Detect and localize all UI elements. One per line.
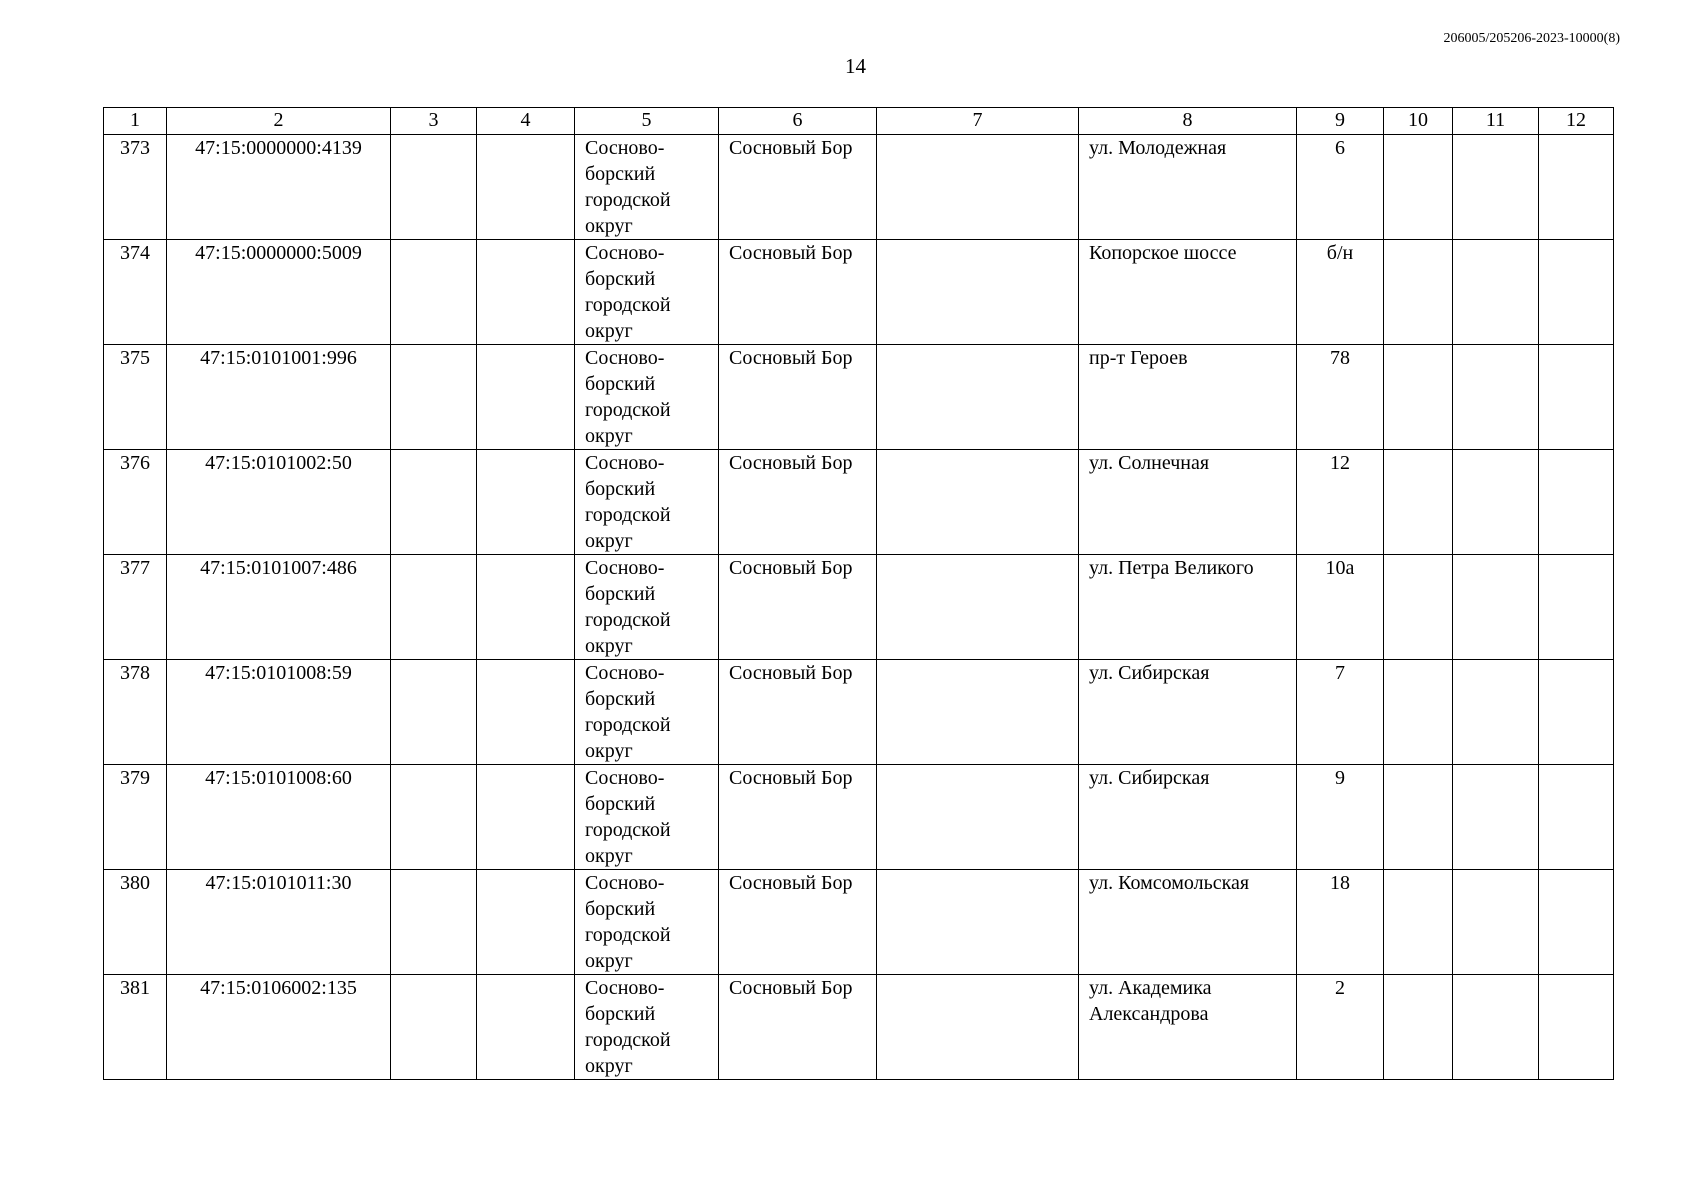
street-cell: Копорское шоссе <box>1079 240 1297 345</box>
column-header: 1 <box>104 108 167 135</box>
street-cell: ул. Комсомольская <box>1079 870 1297 975</box>
column-3-cell <box>391 555 477 660</box>
column-12-cell <box>1539 765 1614 870</box>
page-number: 14 <box>845 54 866 78</box>
row-number-cell: 378 <box>104 660 167 765</box>
house-number-cell: 2 <box>1297 975 1384 1080</box>
locality-cell: Сосновый Бор <box>719 555 877 660</box>
table-body <box>104 135 1614 1080</box>
cadastral-number-cell: 47:15:0101002:50 <box>167 450 391 555</box>
column-7-cell <box>877 660 1079 765</box>
column-4-cell <box>477 345 575 450</box>
street-cell: ул. Сибирская <box>1079 660 1297 765</box>
column-11-cell <box>1453 975 1539 1080</box>
column-10-cell <box>1384 870 1453 975</box>
table-row <box>104 345 1614 450</box>
street-cell: ул. Петра Великого <box>1079 555 1297 660</box>
column-12-cell <box>1539 660 1614 765</box>
document-id: 206005/205206-2023-10000(8) <box>1443 31 1620 46</box>
column-7-cell <box>877 240 1079 345</box>
column-11-cell <box>1453 765 1539 870</box>
municipal-district-cell: Сосново-борский городской округ <box>575 135 719 240</box>
column-10-cell <box>1384 975 1453 1080</box>
header-row <box>104 108 1614 135</box>
column-3-cell <box>391 240 477 345</box>
municipal-district-cell: Сосново-борский городской округ <box>575 555 719 660</box>
column-10-cell <box>1384 240 1453 345</box>
municipal-district-cell: Сосново-борский городской округ <box>575 450 719 555</box>
table-row <box>104 870 1614 975</box>
locality-cell: Сосновый Бор <box>719 135 877 240</box>
column-3-cell <box>391 135 477 240</box>
column-3-cell <box>391 345 477 450</box>
street-cell: пр-т Героев <box>1079 345 1297 450</box>
locality-cell: Сосновый Бор <box>719 450 877 555</box>
column-12-cell <box>1539 135 1614 240</box>
house-number-cell: 78 <box>1297 345 1384 450</box>
column-10-cell <box>1384 555 1453 660</box>
column-11-cell <box>1453 660 1539 765</box>
column-11-cell <box>1453 135 1539 240</box>
house-number-cell: 6 <box>1297 135 1384 240</box>
column-4-cell <box>477 975 575 1080</box>
row-number-cell: 375 <box>104 345 167 450</box>
table-row <box>104 660 1614 765</box>
column-12-cell <box>1539 870 1614 975</box>
column-12-cell <box>1539 240 1614 345</box>
column-10-cell <box>1384 765 1453 870</box>
row-number-cell: 373 <box>104 135 167 240</box>
column-3-cell <box>391 450 477 555</box>
column-10-cell <box>1384 345 1453 450</box>
column-4-cell <box>477 555 575 660</box>
locality-cell: Сосновый Бор <box>719 660 877 765</box>
table-header <box>104 108 1614 135</box>
municipal-district-cell: Сосново-борский городской округ <box>575 975 719 1080</box>
column-7-cell <box>877 975 1079 1080</box>
column-11-cell <box>1453 240 1539 345</box>
column-4-cell <box>477 660 575 765</box>
cadastral-number-cell: 47:15:0000000:4139 <box>167 135 391 240</box>
column-header: 12 <box>1539 108 1614 135</box>
cadastral-number-cell: 47:15:0101008:59 <box>167 660 391 765</box>
column-7-cell <box>877 870 1079 975</box>
street-cell: ул. Солнечная <box>1079 450 1297 555</box>
municipal-district-cell: Сосново-борский городской округ <box>575 660 719 765</box>
column-3-cell <box>391 870 477 975</box>
row-number-cell: 381 <box>104 975 167 1080</box>
house-number-cell: 18 <box>1297 870 1384 975</box>
column-3-cell <box>391 975 477 1080</box>
column-header: 5 <box>575 108 719 135</box>
table-row <box>104 765 1614 870</box>
municipal-district-cell: Сосново-борский городской округ <box>575 345 719 450</box>
column-4-cell <box>477 450 575 555</box>
column-11-cell <box>1453 450 1539 555</box>
table-row <box>104 450 1614 555</box>
column-12-cell <box>1539 975 1614 1080</box>
column-header: 6 <box>719 108 877 135</box>
column-12-cell <box>1539 450 1614 555</box>
column-header: 7 <box>877 108 1079 135</box>
column-10-cell <box>1384 135 1453 240</box>
cadastral-number-cell: 47:15:0101001:996 <box>167 345 391 450</box>
column-header: 11 <box>1453 108 1539 135</box>
column-11-cell <box>1453 870 1539 975</box>
registry-table <box>103 107 1614 1080</box>
column-4-cell <box>477 765 575 870</box>
cadastral-number-cell: 47:15:0101011:30 <box>167 870 391 975</box>
column-12-cell <box>1539 345 1614 450</box>
column-7-cell <box>877 555 1079 660</box>
house-number-cell: 9 <box>1297 765 1384 870</box>
cadastral-number-cell: 47:15:0000000:5009 <box>167 240 391 345</box>
column-7-cell <box>877 765 1079 870</box>
column-7-cell <box>877 135 1079 240</box>
street-cell: ул. Сибирская <box>1079 765 1297 870</box>
row-number-cell: 379 <box>104 765 167 870</box>
column-header: 2 <box>167 108 391 135</box>
row-number-cell: 376 <box>104 450 167 555</box>
column-3-cell <box>391 765 477 870</box>
street-cell: ул. Академика Александрова <box>1079 975 1297 1080</box>
cadastral-number-cell: 47:15:0101007:486 <box>167 555 391 660</box>
locality-cell: Сосновый Бор <box>719 870 877 975</box>
street-cell: ул. Молодежная <box>1079 135 1297 240</box>
column-10-cell <box>1384 660 1453 765</box>
column-3-cell <box>391 660 477 765</box>
table-row <box>104 135 1614 240</box>
municipal-district-cell: Сосново-борский городской округ <box>575 870 719 975</box>
locality-cell: Сосновый Бор <box>719 765 877 870</box>
column-12-cell <box>1539 555 1614 660</box>
column-7-cell <box>877 450 1079 555</box>
column-11-cell <box>1453 345 1539 450</box>
row-number-cell: 377 <box>104 555 167 660</box>
column-4-cell <box>477 240 575 345</box>
column-header: 9 <box>1297 108 1384 135</box>
house-number-cell: 7 <box>1297 660 1384 765</box>
municipal-district-cell: Сосново-борский городской округ <box>575 765 719 870</box>
house-number-cell: 10а <box>1297 555 1384 660</box>
locality-cell: Сосновый Бор <box>719 345 877 450</box>
table-row <box>104 975 1614 1080</box>
house-number-cell: 12 <box>1297 450 1384 555</box>
column-4-cell <box>477 135 575 240</box>
table-row <box>104 240 1614 345</box>
column-header: 10 <box>1384 108 1453 135</box>
table-row <box>104 555 1614 660</box>
column-header: 4 <box>477 108 575 135</box>
column-4-cell <box>477 870 575 975</box>
row-number-cell: 374 <box>104 240 167 345</box>
cadastral-number-cell: 47:15:0101008:60 <box>167 765 391 870</box>
column-7-cell <box>877 345 1079 450</box>
row-number-cell: 380 <box>104 870 167 975</box>
column-11-cell <box>1453 555 1539 660</box>
column-header: 8 <box>1079 108 1297 135</box>
municipal-district-cell: Сосново-борский городской округ <box>575 240 719 345</box>
column-header: 3 <box>391 108 477 135</box>
locality-cell: Сосновый Бор <box>719 240 877 345</box>
cadastral-number-cell: 47:15:0106002:135 <box>167 975 391 1080</box>
column-10-cell <box>1384 450 1453 555</box>
locality-cell: Сосновый Бор <box>719 975 877 1080</box>
house-number-cell: б/н <box>1297 240 1384 345</box>
